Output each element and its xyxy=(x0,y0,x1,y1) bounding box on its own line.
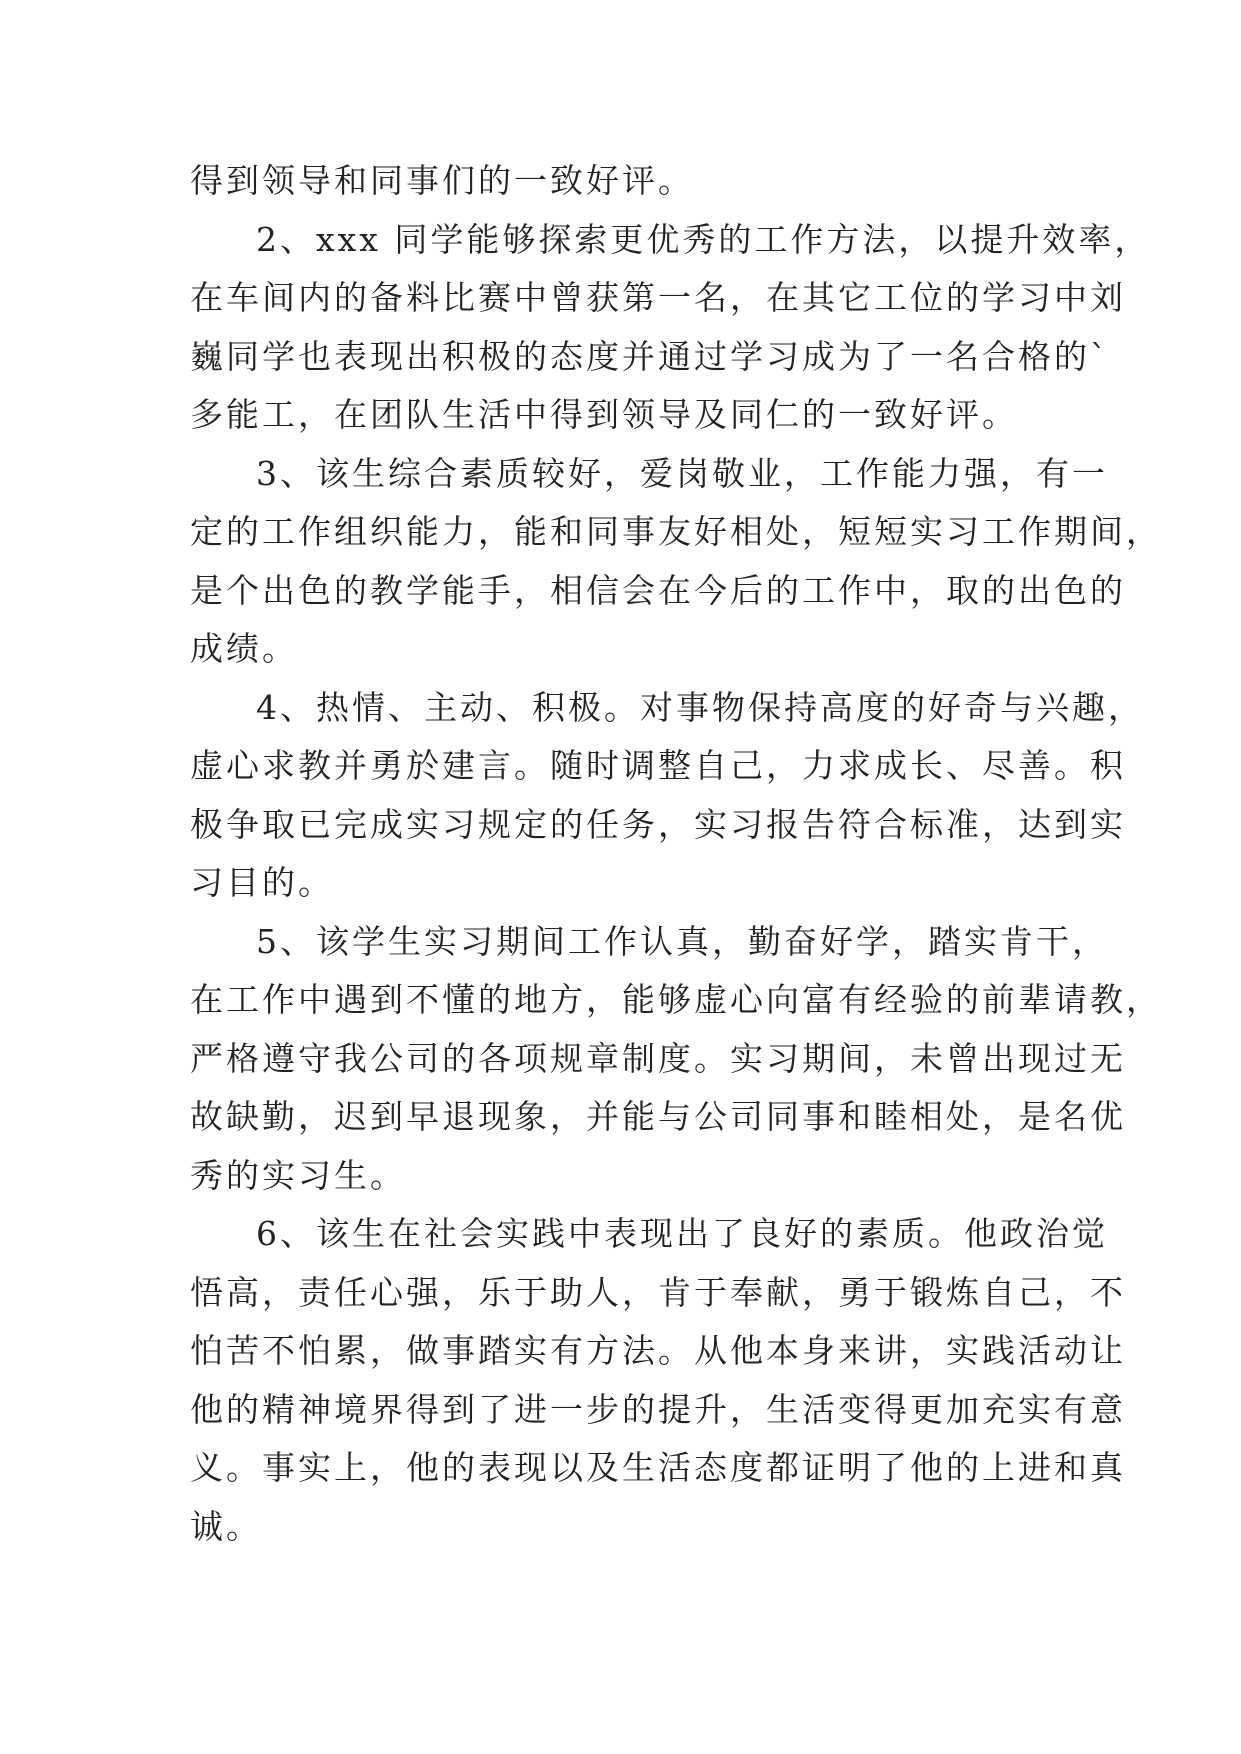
text-line: 是个出色的教学能手，相信会在今后的工作中，取的出色的 xyxy=(190,570,1126,610)
text-line: 故缺勤，迟到早退现象，并能与公司同事和睦相处，是名优 xyxy=(190,1097,1126,1136)
text-line: 在车间内的备料比赛中曾获第一名，在其它工位的学习中刘 xyxy=(190,278,1126,317)
paragraph-first-line: 2、xxx 同学能够探索更优秀的工作方法，以提升效率， xyxy=(256,219,1151,259)
paragraph-first-line: 5、该学生实习期间工作认真，勤奋好学，踏实肯干， xyxy=(256,921,1108,961)
text-line: 多能工，在团队生活中得到领导及同仁的一致好评。 xyxy=(190,395,1018,434)
text-line: 在工作中遇到不懂的地方，能够虚心向富有经验的前辈请教， xyxy=(190,980,1162,1019)
text-line: 虚心求教并勇於建言。随时调整自己，力求成长、尽善。积 xyxy=(190,746,1126,785)
text-line: 悟高，责任心强，乐于助人，肯于奉献，勇于锻炼自己，不 xyxy=(190,1272,1126,1312)
text-line: 极争取已完成实习规定的任务，实习报告符合标准，达到实 xyxy=(190,804,1126,844)
text-line: 秀的实习生。 xyxy=(190,1155,406,1195)
text-line: 怕苦不怕累，做事踏实有方法。从他本身来讲，实践活动让 xyxy=(190,1331,1126,1370)
text-line: 义。事实上，他的表现以及生活态度都证明了他的上进和真 xyxy=(190,1448,1126,1487)
text-line: 诚。 xyxy=(190,1506,262,1546)
paragraph-first-line: 6、该生在社会实践中表现出了良好的素质。他政治觉 xyxy=(256,1214,1108,1253)
text-line: 成绩。 xyxy=(190,629,298,668)
paragraph-first-line: 3、该生综合素质较好，爱岗敬业，工作能力强，有一 xyxy=(256,453,1108,493)
text-line: 得到领导和同事们的一致好评。 xyxy=(190,161,694,200)
text-line: 定的工作组织能力，能和同事友好相处，短短实习工作期间， xyxy=(190,512,1162,551)
document-body xyxy=(190,152,1162,1556)
text-line: 巍同学也表现出积极的态度并通过学习成为了一名合格的` xyxy=(190,336,1110,376)
text-line: 习目的。 xyxy=(190,863,334,902)
text-line: 严格遵守我公司的各项规章制度。实习期间，未曾出现过无 xyxy=(190,1038,1126,1078)
paragraph-first-line: 4、热情、主动、积极。对事物保持高度的好奇与兴趣， xyxy=(256,687,1144,727)
text-line: 他的精神境界得到了进一步的提升，生活变得更加充实有意 xyxy=(190,1389,1126,1429)
